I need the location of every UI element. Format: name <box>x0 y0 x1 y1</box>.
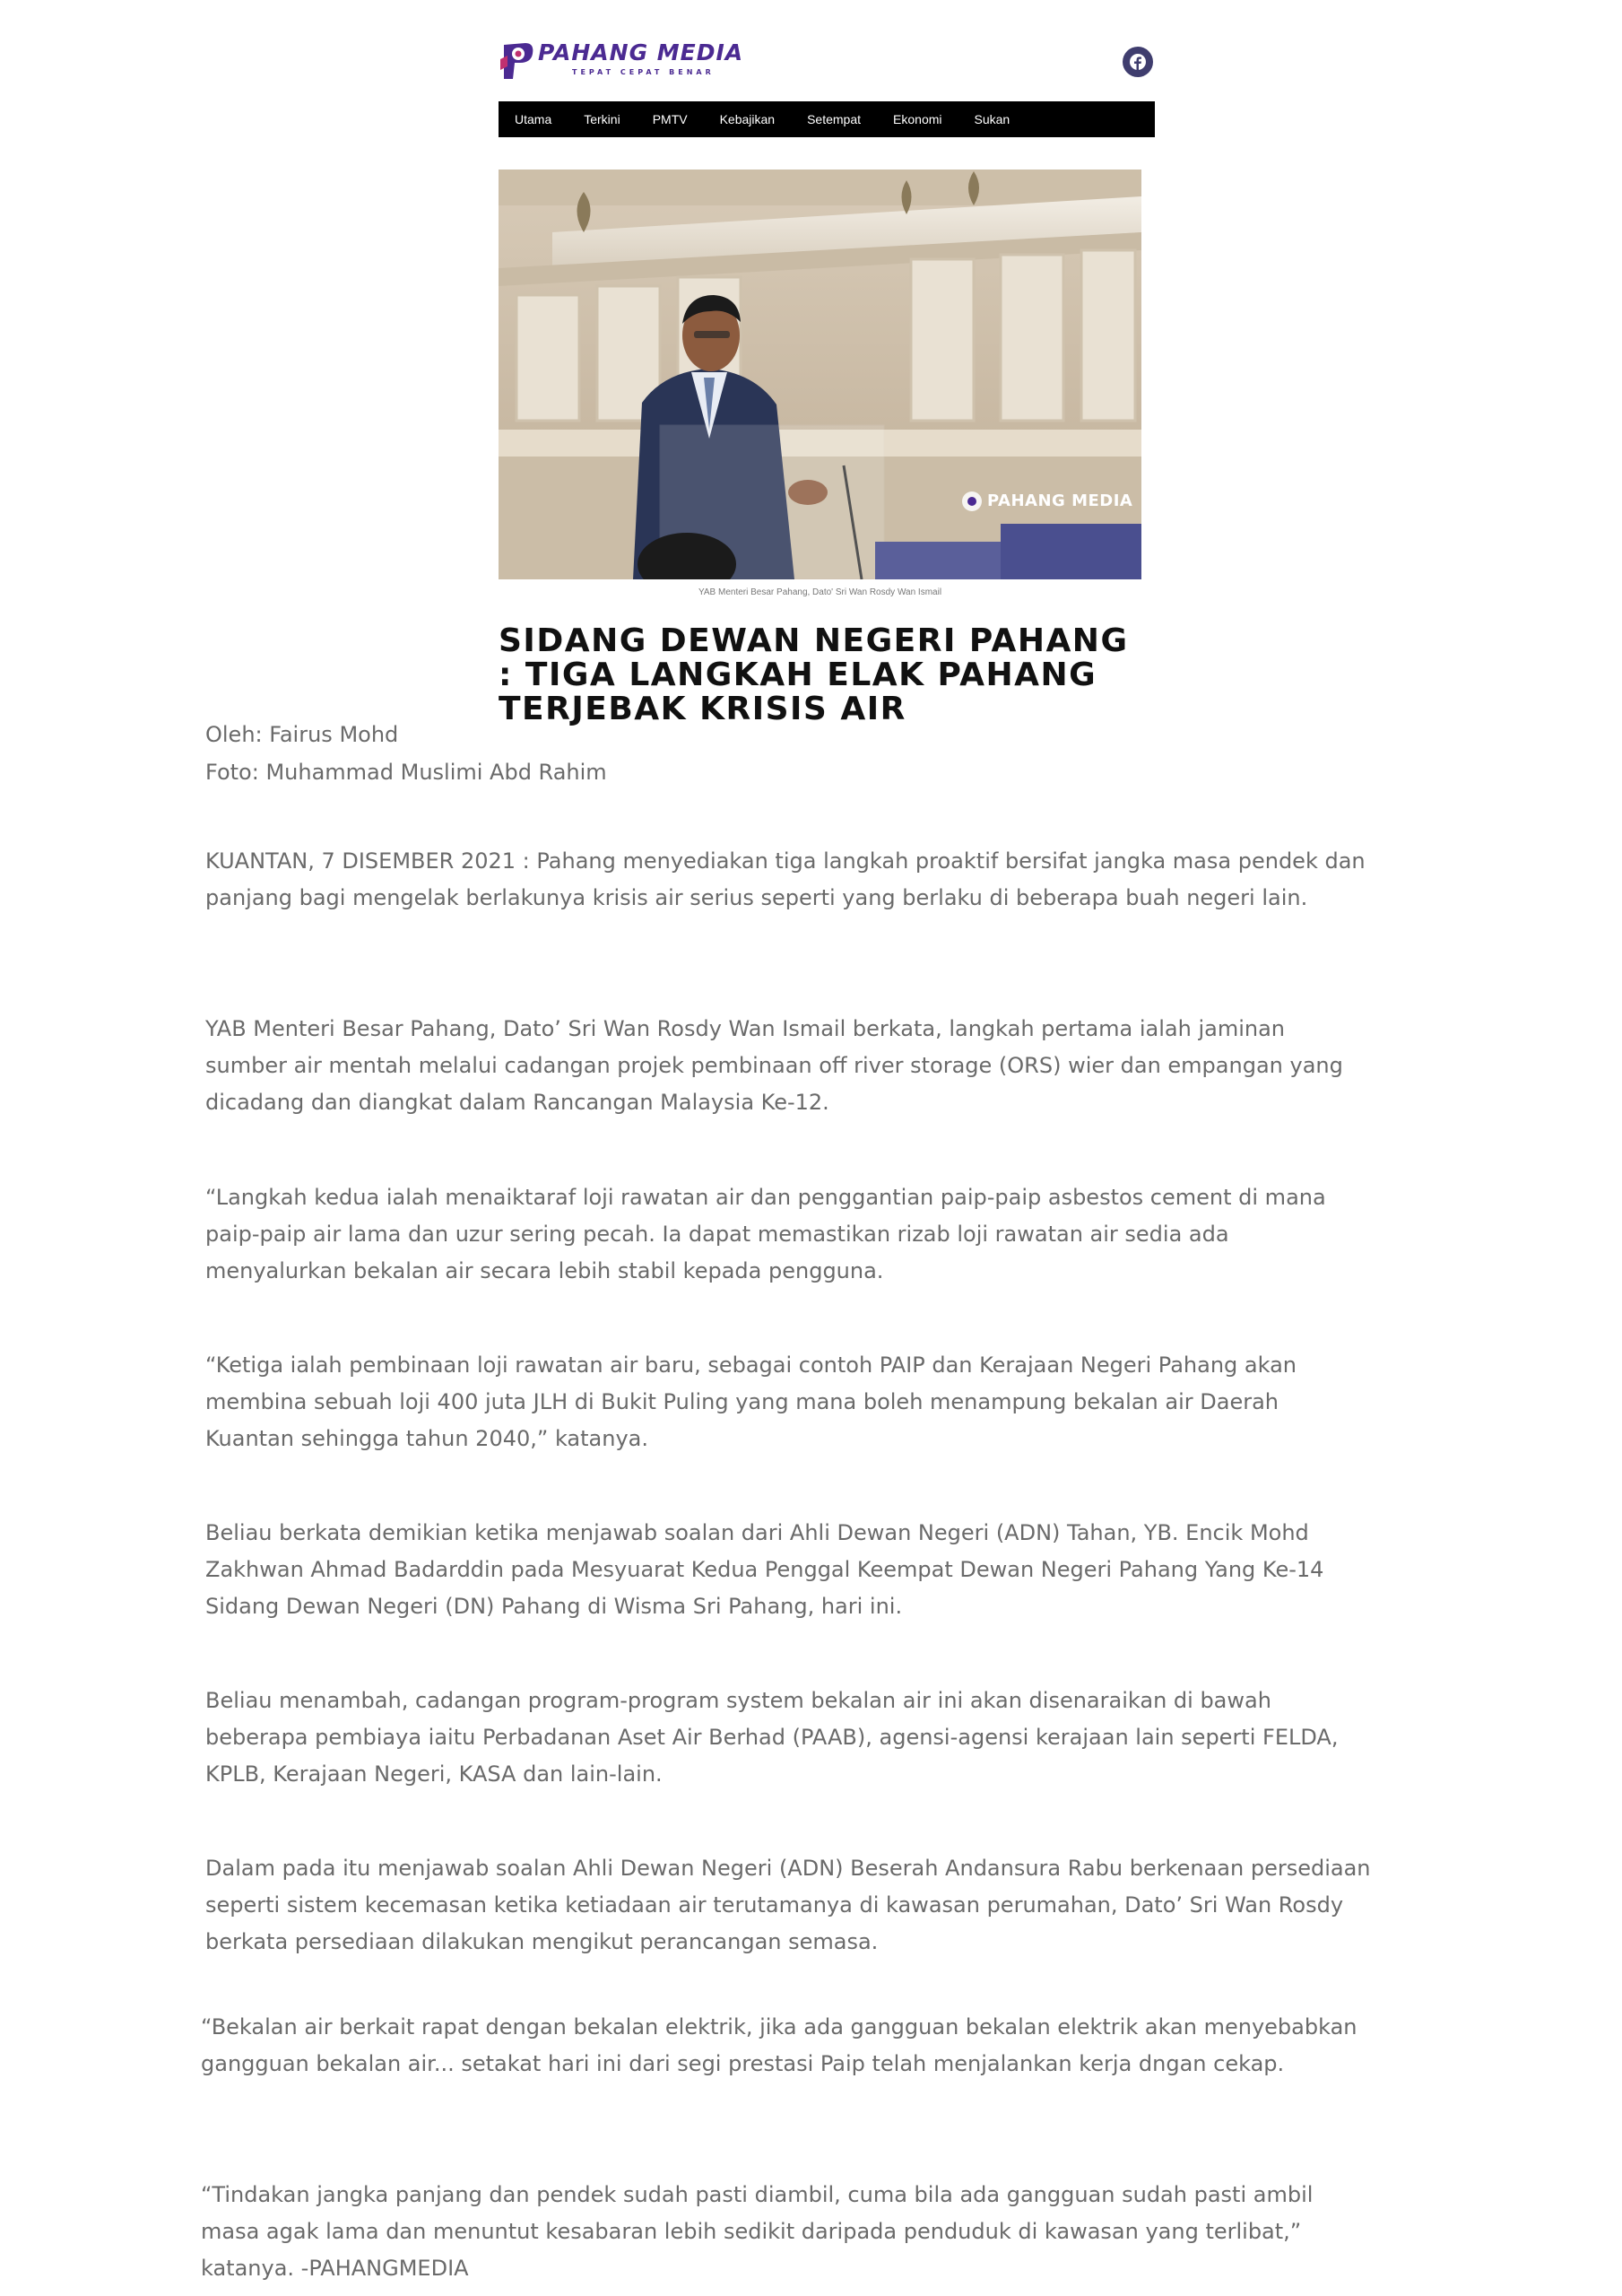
article-title: SIDANG DEWAN NEGERI PAHANG : TIGA LANGKAH ELAK PAHANG TERJEBAK KRISIS AIR <box>499 622 1129 727</box>
paragraph: Beliau menambah, cadangan program-program system bekalan air ini akan disenaraikan di bawah beberapa pembiaya iaitu Perbadanan Aset Air Berhad (PAAB), agensi-agensi kerajaan lain seperti FELDA, KPLB, Kerajaan Negeri, KASA dan lain-lain. <box>205 1688 1339 1787</box>
byline <box>205 716 607 791</box>
hero-watermark: PAHANG MEDIA <box>987 491 1133 510</box>
logo-wordmark: PAHANG MEDIA <box>538 39 744 65</box>
paragraph: “Bekalan air berkait rapat dengan bekalan elektrik, jika ada gangguan bekalan elektrik akan menyebabkan gangguan bekalan air... setakat hari ini dari segi prestasi Paip telah menjalankan kerja dngan cekap. <box>201 2014 1357 2076</box>
watermark-logo-icon <box>962 491 982 511</box>
hero-image <box>499 170 1141 579</box>
site-header <box>499 36 1155 99</box>
nav-item-sukan[interactable]: Sukan <box>974 112 1010 126</box>
pahang-media-logo-icon <box>499 39 536 83</box>
author-line: Oleh: Fairus Mohd <box>205 722 399 747</box>
nav-item-pmtv[interactable]: PMTV <box>652 112 688 126</box>
photo-credit: Foto: Muhammad Muslimi Abd Rahim <box>205 760 607 785</box>
logo-tagline: TEPAT CEPAT BENAR <box>572 68 715 76</box>
paragraph: “Ketiga ialah pembinaan loji rawatan air baru, sebagai contoh PAIP dan Kerajaan Negeri Pahang akan membina sebuah loji 400 juta JLH di Bukit Puling yang mana boleh menampung bekalan air Daerah Kuantan sehingga tahun 2040,” katanya. <box>205 1352 1297 1451</box>
nav-item-terkini[interactable]: Terkini <box>584 112 620 126</box>
paragraph: KUANTAN, 7 DISEMBER 2021 : Pahang menyediakan tiga langkah proaktif bersifat jangka masa pendek dan panjang bagi mengelak berlakunya krisis air serius seperti yang berlaku di beberapa buah negeri lain. <box>205 848 1366 910</box>
nav-item-setempat[interactable]: Setempat <box>807 112 862 126</box>
nav-item-kebajikan[interactable]: Kebajikan <box>719 112 776 126</box>
paragraph: “Langkah kedua ialah menaiktaraf loji rawatan air dan penggantian paip-paip asbestos cement di mana paip-paip air lama dan uzur sering pecah. Ia dapat memastikan rizab loji rawatan air sedia ada menyalurkan bekalan air secara lebih stabil kepada pengguna. <box>205 1185 1326 1283</box>
main-nav <box>499 101 1155 137</box>
paragraph: Beliau berkata demikian ketika menjawab soalan dari Ahli Dewan Negeri (ADN) Tahan, YB. Encik Mohd Zakhwan Ahmad Badarddin pada Mesyuarat Kedua Penggal Keempat Dewan Negeri Pahang Yang Ke-14 Sidang Dewan Negeri (DN) Pahang di Wisma Sri Pahang, hari ini. <box>205 1520 1324 1619</box>
facebook-button[interactable] <box>1123 47 1153 77</box>
hero-caption: YAB Menteri Besar Pahang, Dato' Sri Wan Rosdy Wan Ismail <box>698 587 942 597</box>
paragraph: Dalam pada itu menjawab soalan Ahli Dewan Negeri (ADN) Beserah Andansura Rabu berkenaan persediaan seperti sistem kecemasan ketika ketiadaan air terutamanya di kawasan perumahan, Dato’ Sri Wan Rosdy berkata persediaan dilakukan mengikut perancangan semasa. <box>205 1856 1371 1954</box>
facebook-icon <box>1129 53 1147 71</box>
nav-item-ekonomi[interactable]: Ekonomi <box>893 112 942 126</box>
site-logo[interactable] <box>499 36 744 86</box>
nav-item-utama[interactable]: Utama <box>515 112 552 126</box>
paragraph: “Tindakan jangka panjang dan pendek sudah pasti diambil, cuma bila ada gangguan sudah pasti ambil masa agak lama dan menuntut kesabaran lebih sedikit daripada penduduk di kawasan yang terlibat,” katanya. -PAHANGMEDIA <box>201 2182 1314 2281</box>
hero-photo <box>499 170 1141 579</box>
paragraph: YAB Menteri Besar Pahang, Dato’ Sri Wan Rosdy Wan Ismail berkata, langkah pertama ialah jaminan sumber air mentah melalui cadangan projek pembinaan off river storage (ORS) wier dan empangan yang dicadang dan diangkat dalam Rancangan Malaysia Ke-12. <box>205 1016 1343 1115</box>
